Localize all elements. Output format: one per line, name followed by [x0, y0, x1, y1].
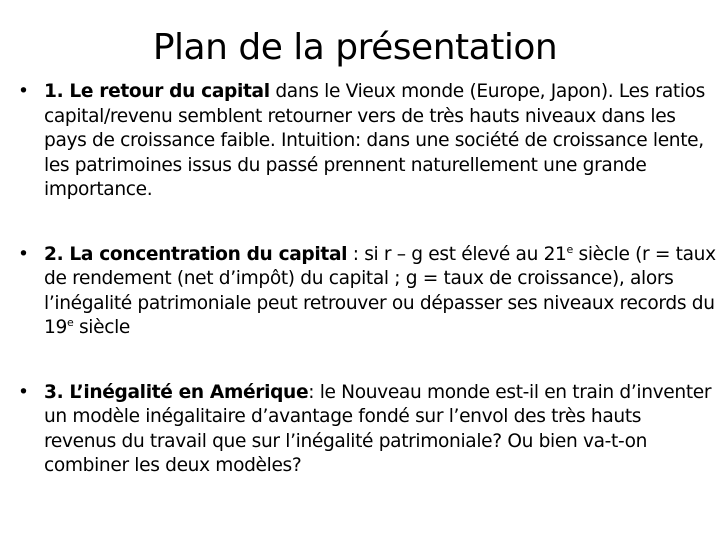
bullet-lead: 1. Le retour du capital: [44, 81, 270, 102]
bullet-text: : si r – g est élevé au 21: [347, 243, 567, 265]
slide-title: Plan de la présentation: [152, 27, 558, 68]
bullet-lead: 2. La concentration du capital: [44, 243, 348, 265]
bullet-lead: 3. L’inégalité en Amérique: [44, 381, 309, 403]
bullet-text: : le Nouveau monde est-il en train d’inventer un modèle inégalitaire d’avantage fondé sur l’envol des très hauts revenus du travail que sur l’inégalité patrimoniale? Ou bien va-t-on combiner les deux modèles?: [44, 381, 712, 476]
bullet-symbol: •: [18, 81, 29, 102]
bullet-item-retour-capital: [18, 80, 718, 203]
bullet-list: [18, 80, 718, 479]
bullet-symbol: •: [18, 381, 29, 403]
superscript-e: e: [566, 242, 573, 256]
superscript-e: e: [66, 316, 74, 329]
bullet-symbol: •: [18, 243, 29, 265]
bullet-item-inegalite-amerique: [18, 381, 718, 479]
bullet-text: siècle (r = taux de rendement (net d’impôt) du capital ; g = taux de croissance), alors l’inégalité patrimoniale peut retrouver ou dépasser ses niveaux records du 19: [44, 243, 716, 338]
bullet-item-concentration-capital: [18, 243, 718, 341]
bullet-text: siècle: [73, 317, 130, 338]
bullet-text: dans le Vieux monde (Europe, Japon). Les ratios capital/revenu semblent retourner vers de très hauts niveaux dans les pays de croissance faible. Intuition: dans une société de croissance lente, les patrimoines issus du passé prennent naturellement une grande importance.: [44, 81, 706, 200]
